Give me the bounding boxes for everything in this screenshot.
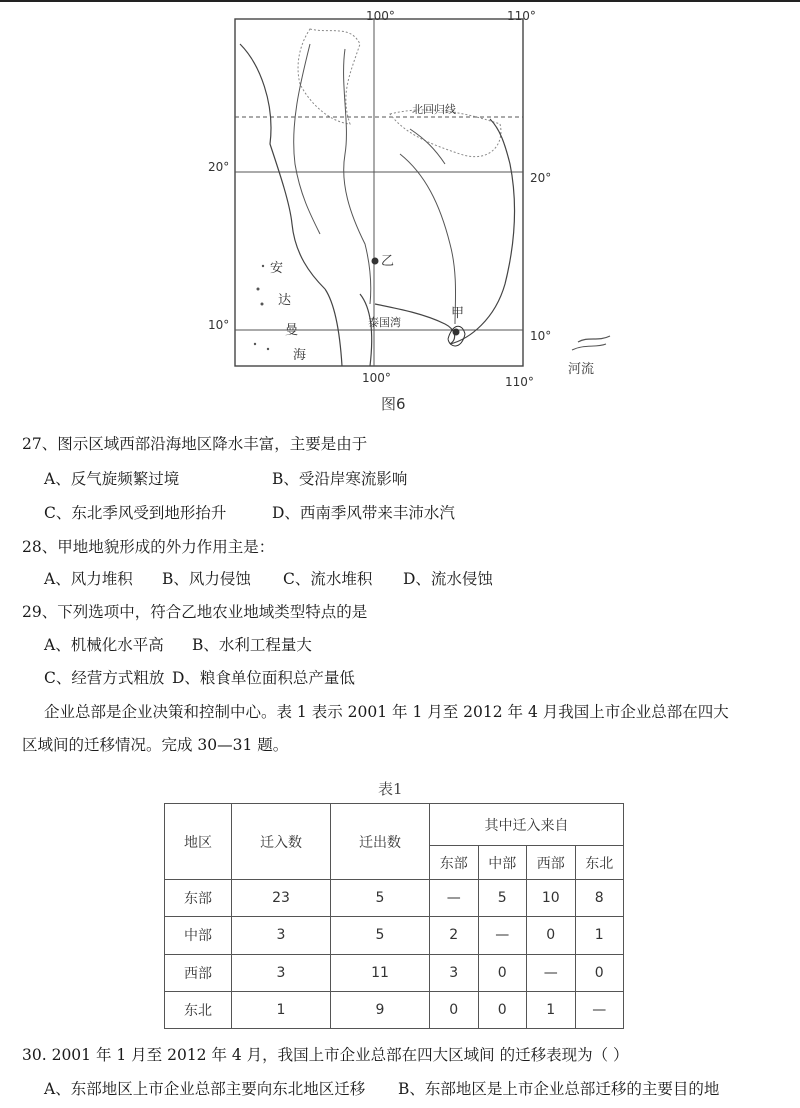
table-header-row <box>165 804 624 846</box>
option-28-c: C、流水堆积 <box>283 570 373 588</box>
question-number: 29、 <box>22 603 58 621</box>
question-number: 27、 <box>22 435 58 453</box>
option-27-d: D、西南季风带来丰沛水汽 <box>272 504 455 522</box>
lon-label-top-110: 110° <box>507 9 536 23</box>
header-in: 迁入数 <box>232 804 331 880</box>
cell-from-central: 0 <box>478 991 527 1028</box>
lat-label-right-20: 20° <box>530 171 552 185</box>
lon-label-bottom-100: 100° <box>362 371 391 385</box>
map-figure <box>200 4 620 414</box>
point-jia-label: 甲 <box>451 306 465 321</box>
cell-region: 中部 <box>165 917 232 954</box>
border-line <box>294 44 320 234</box>
option-30-a: A、东部地区上市企业总部主要向东北地区迁移 <box>44 1080 366 1098</box>
option-28-a: A、风力堆积 <box>44 570 133 588</box>
gulf-label: 泰国湾 <box>368 316 401 329</box>
lon-label-bottom-110: 110° <box>505 375 534 389</box>
cell-from-west: — <box>527 954 576 991</box>
cell-region: 东部 <box>165 880 232 917</box>
cell-from-east: 3 <box>430 954 479 991</box>
cell-from-northeast: — <box>575 991 624 1028</box>
option-27-c: C、东北季风受到地形抬升 <box>44 504 227 522</box>
table-row <box>165 991 624 1028</box>
question-27 <box>22 434 367 454</box>
option-28-d: D、流水侵蚀 <box>403 570 493 588</box>
cell-in: 23 <box>232 880 331 917</box>
top-rule <box>0 0 800 2</box>
option-30-b: B、东部地区是上市企业总部迁移的主要目的地 <box>398 1080 720 1098</box>
sea-label-3: 曼 <box>285 323 299 338</box>
cell-out: 5 <box>331 880 430 917</box>
cell-from-east: 0 <box>430 991 479 1028</box>
cell-from-west: 0 <box>527 917 576 954</box>
cell-region: 西部 <box>165 954 232 991</box>
intro-line-2: 区域间的迁移情况。完成 30—31 题。 <box>22 736 289 754</box>
question-28 <box>22 537 274 557</box>
table-row <box>165 880 624 917</box>
river-west <box>344 49 371 304</box>
point-jia-marker <box>453 329 460 336</box>
lat-label-right-10: 10° <box>530 329 552 343</box>
option-27-b: B、受沿岸寒流影响 <box>272 470 408 488</box>
legend-river-symbol-2 <box>572 344 606 350</box>
point-yi-marker <box>372 258 379 265</box>
cell-from-northeast: 1 <box>575 917 624 954</box>
cell-from-central: 5 <box>478 880 527 917</box>
cell-from-northeast: 8 <box>575 880 624 917</box>
header-from-northeast: 东北 <box>575 846 624 880</box>
legend-river-label: 河流 <box>568 362 595 377</box>
map-svg <box>200 4 620 414</box>
question-text: 图示区域西部沿海地区降水丰富，主要是由于 <box>57 435 368 453</box>
header-from-group: 其中迁入来自 <box>430 804 624 846</box>
cell-in: 3 <box>232 917 331 954</box>
header-region: 地区 <box>165 804 232 880</box>
cell-out: 11 <box>331 954 430 991</box>
cell-in: 1 <box>232 991 331 1028</box>
question-29 <box>22 602 367 622</box>
option-29-a: A、机械化水平高 <box>44 636 164 654</box>
lon-label-top-100: 100° <box>366 9 395 23</box>
cell-from-east: 2 <box>430 917 479 954</box>
sea-label-4: 海 <box>293 348 307 363</box>
peninsula-west <box>325 289 342 366</box>
map-frame <box>235 19 523 366</box>
mekong-river <box>400 154 456 324</box>
lat-label-left-20: 20° <box>208 160 230 174</box>
table-title: 表1 <box>378 780 403 798</box>
sea-label-2: 达 <box>278 293 292 308</box>
migration-table <box>164 803 624 1029</box>
intro-line-1: 企业总部是企业决策和控制中心。表 1 表示 2001 年 1 月至 2012 年 4 月我国上市企业总部在四大 <box>44 703 729 721</box>
cell-in: 3 <box>232 954 331 991</box>
question-number: 28、 <box>22 538 58 556</box>
west-coastline <box>240 44 325 289</box>
cell-region: 东北 <box>165 991 232 1028</box>
header-out: 迁出数 <box>331 804 430 880</box>
question-30: 30. 2001 年 1 月至 2012 年 4 月，我国上市企业总部在四大区域间 的迁移表现为（ ） <box>22 1046 629 1064</box>
cell-out: 9 <box>331 991 430 1028</box>
table-row <box>165 917 624 954</box>
cell-out: 5 <box>331 917 430 954</box>
header-from-west: 西部 <box>527 846 576 880</box>
cell-from-central: 0 <box>478 954 527 991</box>
option-29-b: B、水利工程量大 <box>192 636 312 654</box>
cell-from-west: 10 <box>527 880 576 917</box>
cell-from-central: — <box>478 917 527 954</box>
header-from-east: 东部 <box>430 846 479 880</box>
option-29-d: D、粮食单位面积总产量低 <box>172 669 355 687</box>
legend-river-symbol <box>578 336 610 342</box>
option-29-c: C、经营方式粗放 <box>44 669 165 687</box>
lat-label-left-10: 10° <box>208 318 230 332</box>
question-text: 甲地地貌形成的外力作用主是： <box>57 538 275 556</box>
cell-from-east: — <box>430 880 479 917</box>
point-yi-label: 乙 <box>381 254 395 269</box>
figure-caption: 图6 <box>381 395 406 413</box>
sea-label-1: 安 <box>270 261 284 276</box>
tropic-label: 北回归线 <box>412 103 456 116</box>
cell-from-west: 1 <box>527 991 576 1028</box>
question-text: 下列选项中，符合乙地农业地域类型特点的是 <box>57 603 368 621</box>
table-row <box>165 954 624 991</box>
header-from-central: 中部 <box>478 846 527 880</box>
option-27-a: A、反气旋频繁过境 <box>44 470 180 488</box>
option-28-b: B、风力侵蚀 <box>162 570 251 588</box>
cell-from-northeast: 0 <box>575 954 624 991</box>
highland-north <box>298 29 360 124</box>
